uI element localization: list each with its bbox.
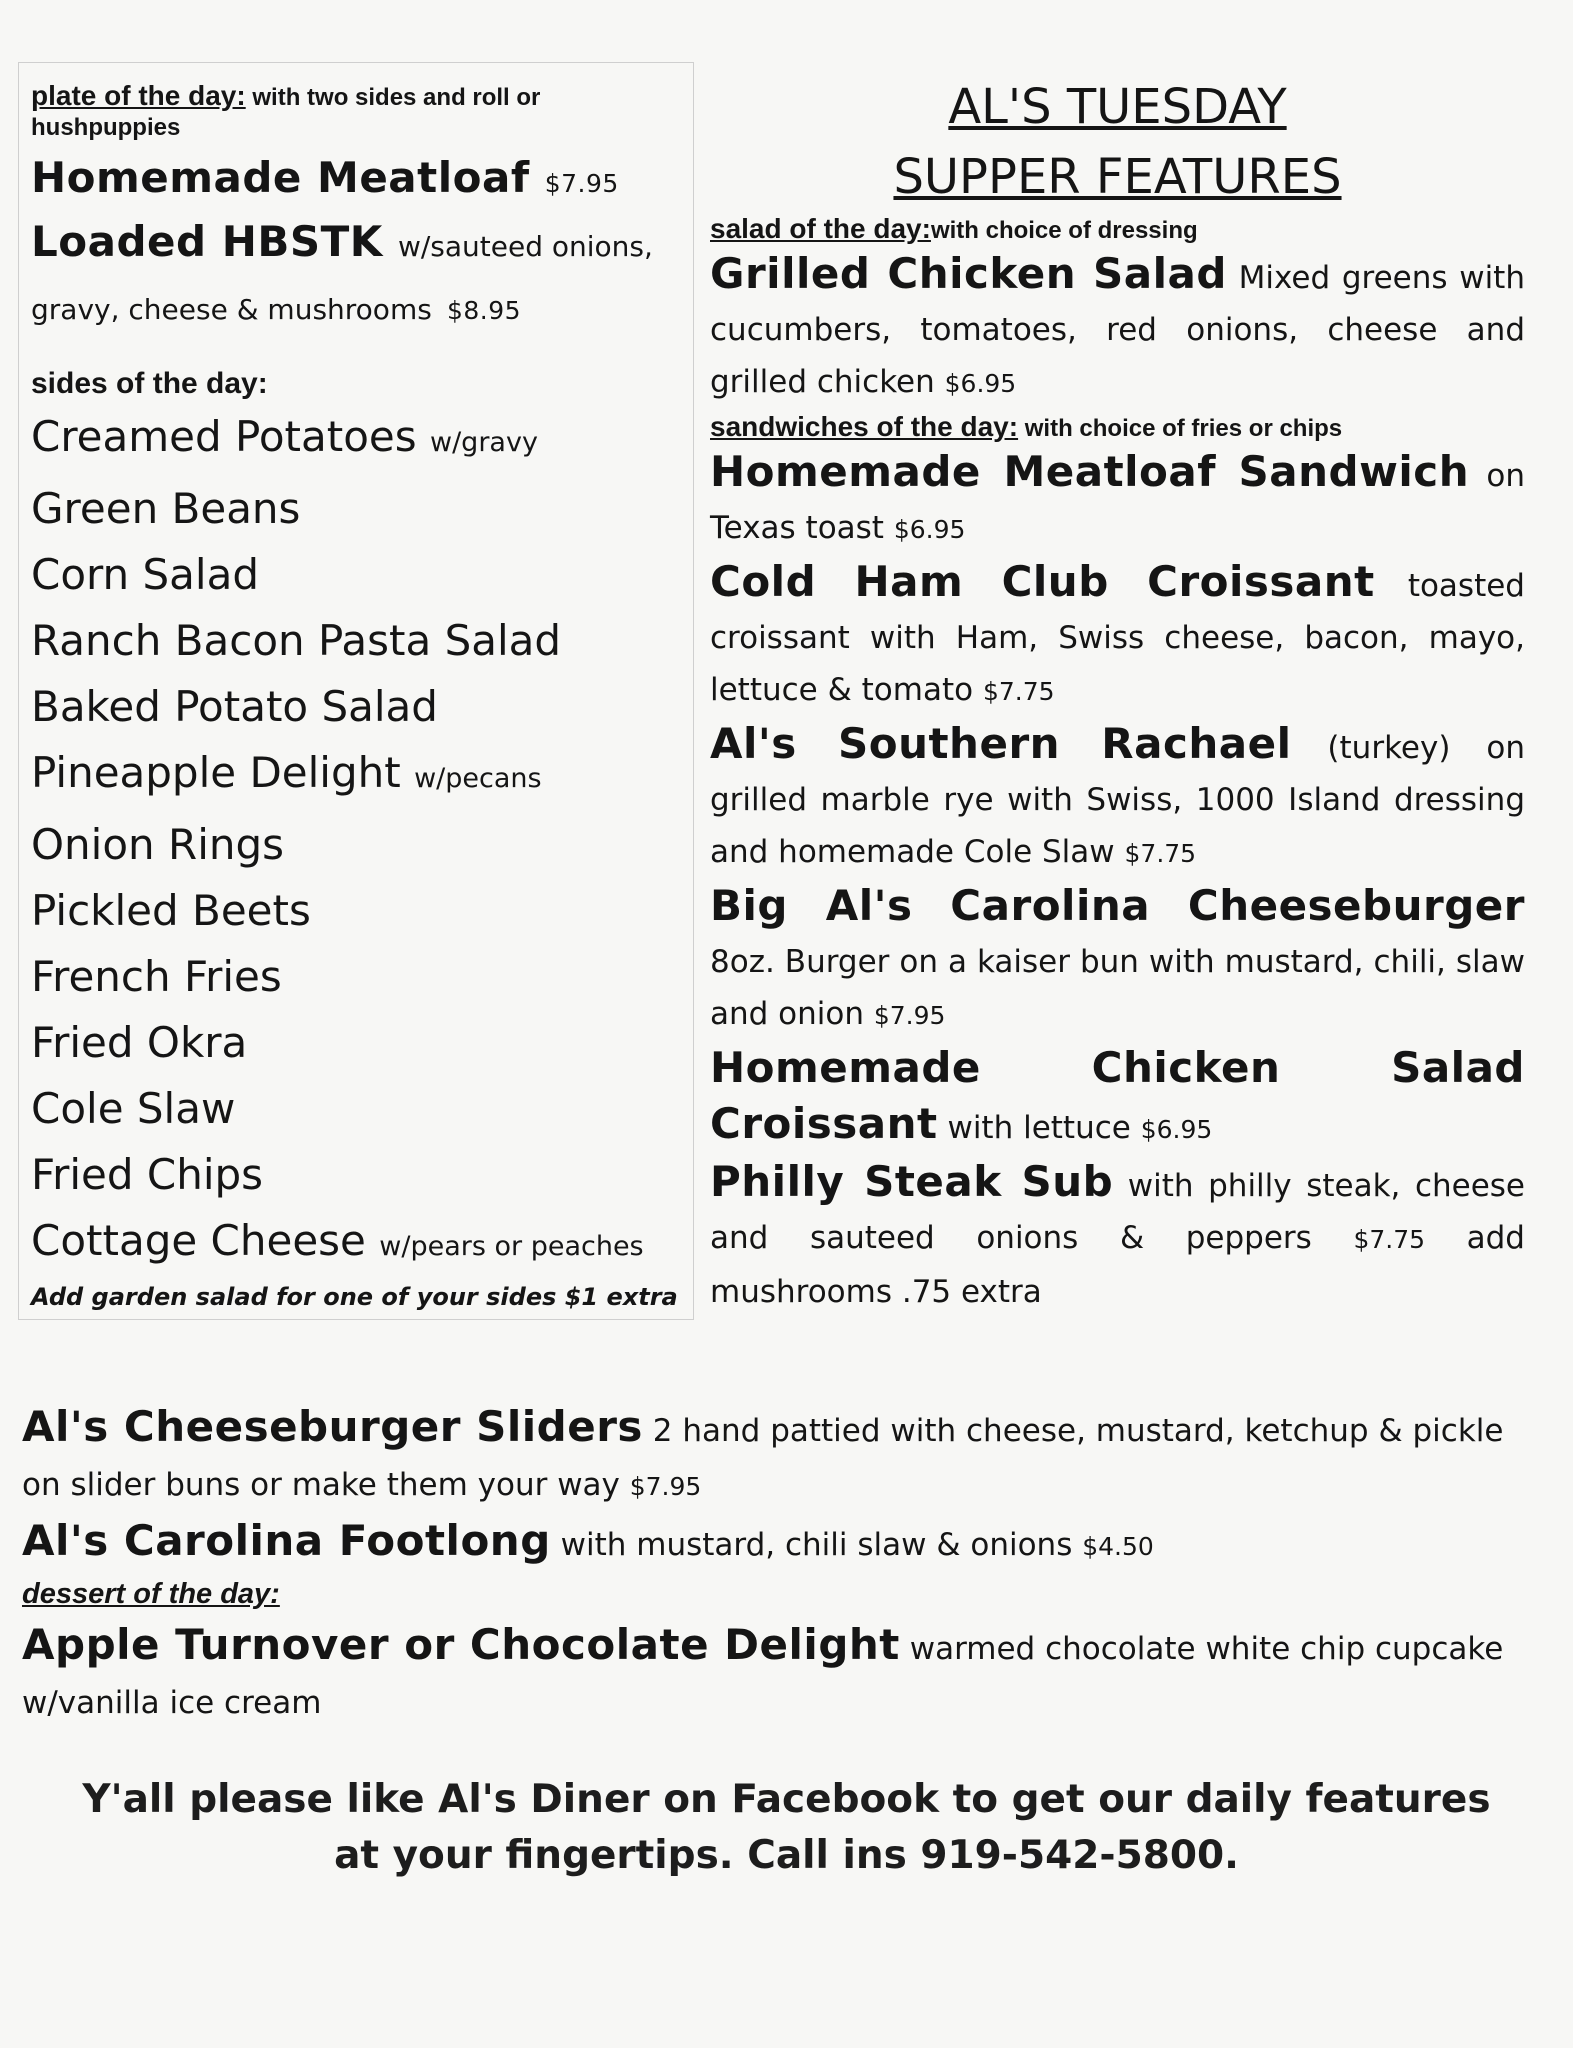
dessert-item-name: Apple Turnover or Chocolate Delight <box>22 1620 900 1669</box>
sandwich-item-name: Homemade Meatloaf Sandwich <box>710 447 1470 496</box>
sandwich-item-price: $6.95 <box>1140 1115 1213 1144</box>
sandwich-item <box>710 446 1525 556</box>
sandwich-item <box>710 880 1525 1042</box>
sandwich-item-price: $7.75 <box>1353 1225 1426 1254</box>
feature-item <box>22 1400 1527 1514</box>
feature-item-desc: with mustard, chili slaw & onions <box>550 1527 1083 1563</box>
salad-header-label: salad of the day: <box>710 213 931 244</box>
plate-header <box>31 81 683 143</box>
side-item-name: Ranch Bacon Pasta Salad <box>31 616 562 665</box>
sides-header: sides of the day: <box>31 367 268 400</box>
side-item <box>31 404 683 476</box>
footer-line2: at your fingertips. Call ins 919-542-5800. <box>334 1833 1239 1878</box>
side-item-name: French Fries <box>31 952 282 1001</box>
sandwich-item <box>710 718 1525 880</box>
plate-item-price: $7.95 <box>544 169 619 198</box>
side-item <box>31 476 683 542</box>
side-item-name: Onion Rings <box>31 820 285 869</box>
sandwich-item-name: Big Al's Carolina Cheeseburger <box>710 881 1525 930</box>
side-item-note: w/pears or peaches <box>379 1231 644 1262</box>
sandwich-item-desc: on Texas toast <box>710 458 1525 546</box>
feature-item-name: Al's Carolina Footlong <box>22 1516 551 1565</box>
sides-list <box>31 404 683 1280</box>
facebook-footer <box>0 1772 1573 1884</box>
sandwich-item <box>710 1042 1525 1156</box>
side-item-name: Creamed Potatoes <box>31 412 417 461</box>
feature-item-price: $4.50 <box>1082 1532 1154 1561</box>
page-title <box>710 72 1525 212</box>
side-item <box>31 674 683 740</box>
sandwich-item-desc: (turkey) on grilled marble rye with Swiss, 1000 Island dressing and homemade Cole Slaw <box>710 730 1525 870</box>
title-line1: AL'S TUESDAY <box>948 79 1287 135</box>
sandwiches-header-rest: with choice of fries or chips <box>1018 415 1343 442</box>
sandwich-item-name: Philly Steak Sub <box>710 1157 1114 1206</box>
title-line2: SUPPER FEATURES <box>893 149 1342 205</box>
side-item <box>31 1076 683 1142</box>
plate-header-label: plate of the day: <box>31 80 246 111</box>
side-item-name: Pineapple Delight <box>31 748 401 797</box>
side-item-name: Baked Potato Salad <box>31 682 438 731</box>
side-item <box>31 1010 683 1076</box>
sandwich-list <box>710 446 1525 1318</box>
dessert-item-desc: warmed chocolate white chip cupcake w/vanilla ice cream <box>22 1631 1504 1721</box>
sandwiches-header <box>710 410 1525 446</box>
salad-item-desc: Mixed greens with cucumbers, tomatoes, red onions, cheese and grilled chicken <box>710 260 1525 400</box>
side-item <box>31 878 683 944</box>
feature-item-price: $7.95 <box>629 1472 702 1501</box>
side-item-name: Pickled Beets <box>31 886 311 935</box>
side-item-name: Corn Salad <box>31 550 259 599</box>
side-item-name: Fried Okra <box>31 1018 248 1067</box>
side-item <box>31 1208 683 1280</box>
dessert-header: dessert of the day: <box>22 1578 280 1610</box>
left-panel <box>18 62 694 1320</box>
sandwich-item <box>710 556 1525 718</box>
sandwich-item-desc: 8oz. Burger on a kaiser bun with mustard, chili, slaw and onion <box>710 944 1525 1032</box>
plate-header-rest: with two sides and roll or hushpuppies <box>31 84 541 141</box>
side-item <box>31 608 683 674</box>
sides-footnote: Add garden salad for one of your sides $1 extra <box>31 1283 678 1311</box>
dessert-item <box>22 1618 1527 1730</box>
salad-item-price: $6.95 <box>944 369 1017 398</box>
side-item-note: w/gravy <box>430 427 538 458</box>
plate-item <box>31 213 683 340</box>
side-item-name: Cottage Cheese <box>31 1216 366 1265</box>
sandwich-item-price: $7.95 <box>873 1001 946 1030</box>
side-item-name: Fried Chips <box>31 1150 264 1199</box>
feature-item-name: Al's Cheeseburger Sliders <box>22 1402 643 1451</box>
salad-header <box>710 212 1525 248</box>
plate-item-desc: w/sauteed onions, gravy, cheese & mushrooms <box>31 230 653 326</box>
side-item <box>31 740 683 812</box>
salad-item-name: Grilled Chicken Salad <box>710 249 1227 298</box>
side-item <box>31 944 683 1010</box>
sandwich-item-name: Cold Ham Club Croissant <box>710 557 1375 606</box>
side-item-name: Cole Slaw <box>31 1084 236 1133</box>
sandwich-item <box>710 1156 1525 1318</box>
side-item-note: w/pecans <box>414 763 542 794</box>
sandwich-item-name: Al's Southern Rachael <box>710 719 1292 768</box>
sandwich-item-desc: with philly steak, cheese and sauteed onions & peppers <box>710 1168 1525 1256</box>
sandwich-item-desc: with lettuce <box>937 1110 1141 1146</box>
plate-item <box>31 149 683 213</box>
sandwich-item-price: $7.75 <box>982 677 1055 706</box>
bottom-section <box>22 1400 1527 1730</box>
feature-item-desc: 2 hand pattied with cheese, mustard, ketchup & pickle on slider buns or make them your way <box>22 1413 1504 1503</box>
right-panel <box>710 72 1525 1318</box>
plate-item-name: Homemade Meatloaf <box>31 153 530 202</box>
side-item <box>31 1142 683 1208</box>
sandwich-item-desc: toasted croissant with Ham, Swiss cheese, bacon, mayo, lettuce & tomato <box>710 568 1525 708</box>
plate-item-price: $8.95 <box>446 296 522 325</box>
sandwiches-header-label: sandwiches of the day: <box>710 411 1019 442</box>
salad-item <box>710 248 1525 410</box>
sandwich-item-extra: add mushrooms .75 extra <box>710 1220 1525 1310</box>
salad-header-rest: with choice of dressing <box>930 217 1198 244</box>
sandwich-item-name: Homemade Chicken Salad Croissant <box>710 1043 1525 1148</box>
footer-line1: Y'all please like Al's Diner on Facebook to get our daily features <box>82 1777 1491 1822</box>
sandwich-item-price: $6.95 <box>893 515 966 544</box>
sandwich-item-price: $7.75 <box>1124 839 1197 868</box>
side-item <box>31 812 683 878</box>
side-item-name: Green Beans <box>31 484 301 533</box>
side-item <box>31 542 683 608</box>
plate-item-name: Loaded HBSTK <box>31 217 383 266</box>
more-list <box>22 1400 1527 1574</box>
feature-item <box>22 1514 1527 1574</box>
